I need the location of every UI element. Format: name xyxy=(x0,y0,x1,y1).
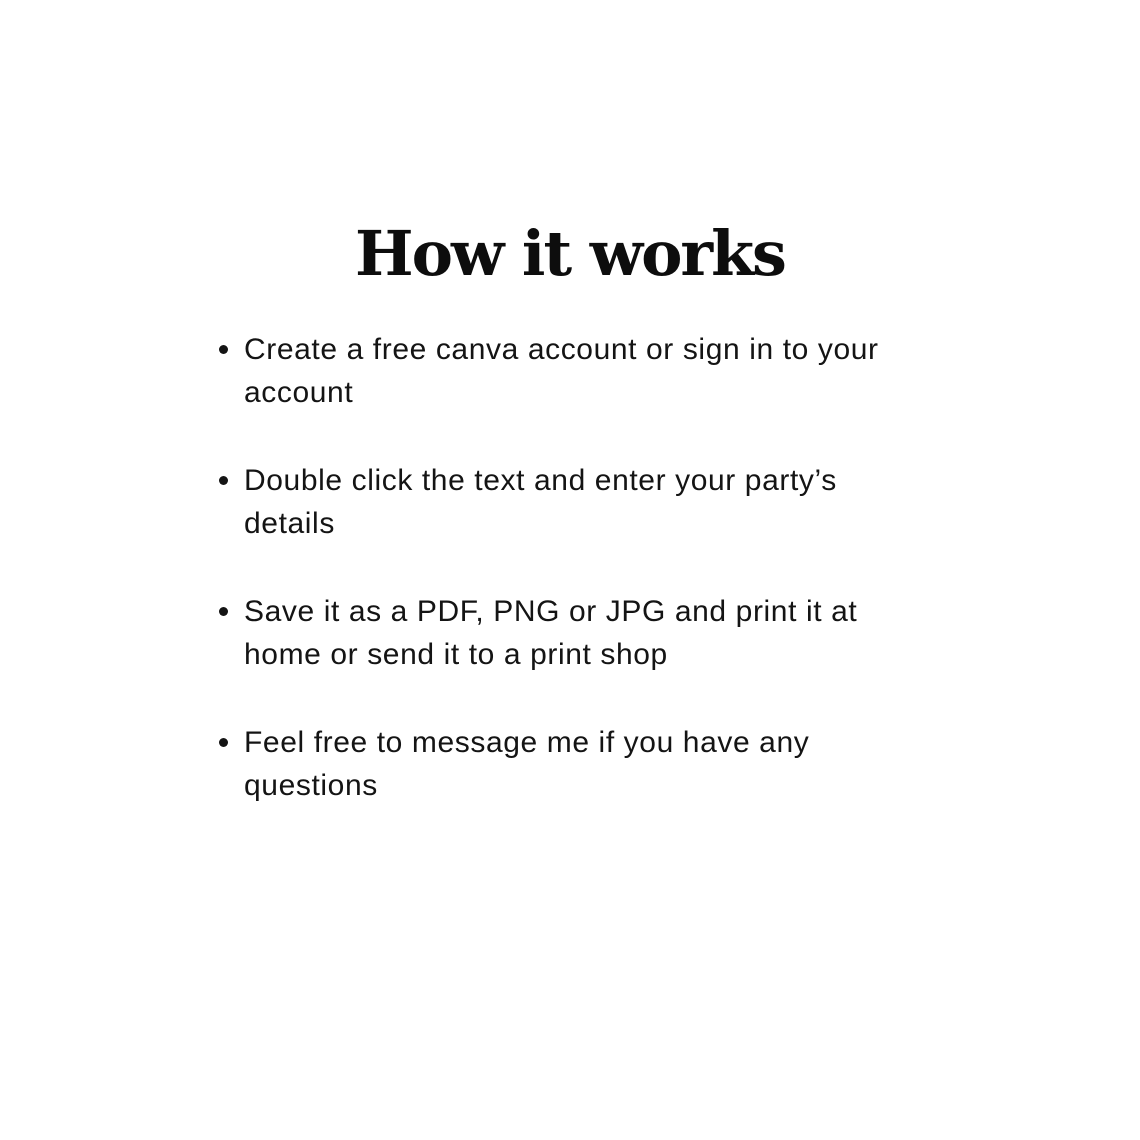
bullet-icon xyxy=(219,345,228,354)
step-item xyxy=(216,459,936,545)
step-text: Save it as a PDF, PNG or JPG and print it at home or send it to a print shop xyxy=(244,595,858,671)
step-text: Feel free to message me if you have any questions xyxy=(244,726,810,802)
step-item xyxy=(216,721,936,807)
bullet-icon xyxy=(219,476,228,485)
bullet-icon xyxy=(219,607,228,616)
step-text: Create a free canva account or sign in to your account xyxy=(244,333,879,409)
steps-list xyxy=(216,328,936,852)
bullet-icon xyxy=(219,738,228,747)
step-text: Double click the text and enter your party’s details xyxy=(244,464,837,540)
step-item xyxy=(216,328,936,414)
step-item xyxy=(216,590,936,676)
page-title: How it works xyxy=(355,217,785,290)
